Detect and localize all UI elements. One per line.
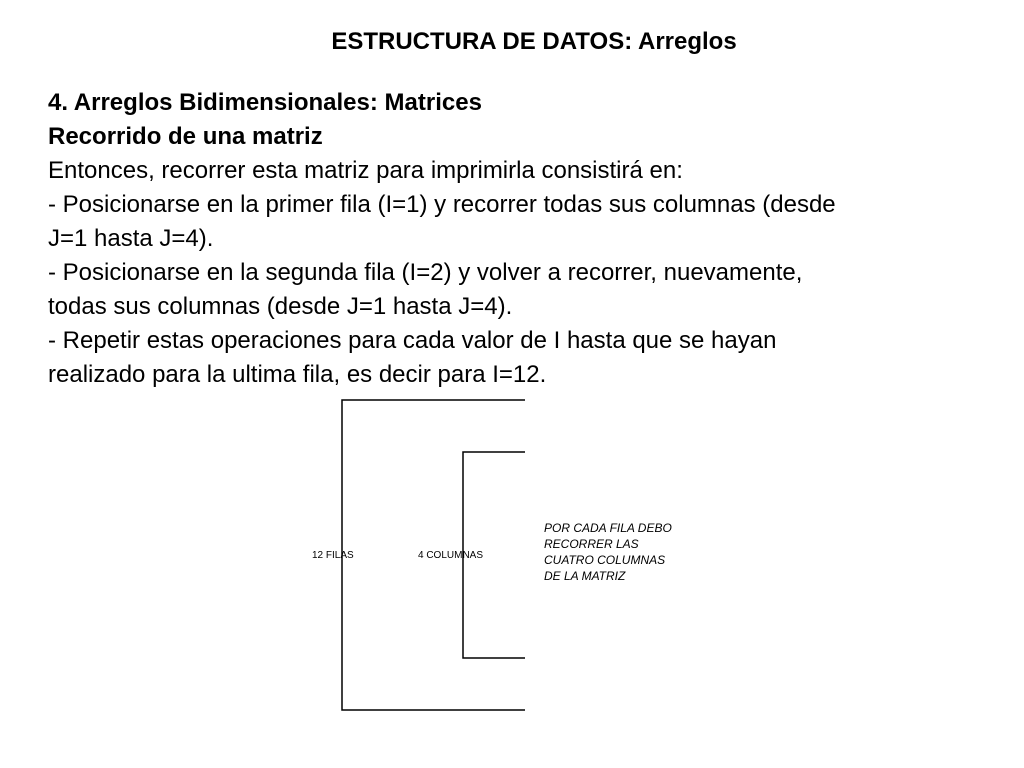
paragraph-line: todas sus columnas (desde J=1 hasta J=4). [48,293,513,320]
slide-body [48,86,998,392]
columns-label: 4 COLUMNAS [418,550,484,561]
paragraph-line: - Posicionarse en la segunda fila (I=2) y volver a recorrer, nuevamente, [48,259,803,286]
note-line: DE LA MATRIZ [544,569,626,583]
note-line: CUATRO COLUMNAS [544,553,666,567]
paragraph-line: realizado para la ultima fila, es decir para I=12. [48,361,547,388]
section-heading: 4. Arreglos Bidimensionales: Matrices [48,89,482,116]
paragraph-line: J=1 hasta J=4). [48,225,214,252]
rows-label: 12 FILAS [312,550,354,561]
diagram-note [544,520,734,584]
note-line: POR CADA FILA DEBO [544,521,672,535]
slide-title: ESTRUCTURA DE DATOS: Arreglos [331,28,737,55]
section-subheading: Recorrido de una matriz [48,123,323,150]
paragraph-line: - Posicionarse en la primer fila (I=1) y recorrer todas sus columnas (desde [48,191,836,218]
paragraph-line: Entonces, recorrer esta matriz para imprimirla consistirá en: [48,157,683,184]
loop-bracket-diagram [300,390,740,720]
paragraph-line: - Repetir estas operaciones para cada valor de I hasta que se hayan [48,327,777,354]
note-line: RECORRER LAS [544,537,639,551]
